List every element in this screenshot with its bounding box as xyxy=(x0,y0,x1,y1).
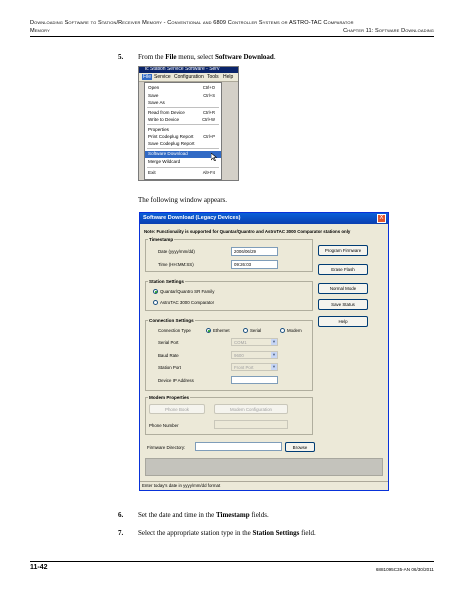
menu-separator xyxy=(147,167,219,168)
menu-service[interactable]: Service xyxy=(154,74,171,80)
menu-tools[interactable]: Tools xyxy=(207,74,219,80)
menu-item-properties[interactable]: Properties xyxy=(148,127,169,132)
radio-quantar[interactable] xyxy=(153,289,158,294)
page-number: 11-42 xyxy=(30,564,48,571)
menu-item-exit[interactable]: Exit Alt+F4 xyxy=(148,170,215,175)
firmware-directory-label: Firmware Directory: xyxy=(147,445,186,450)
mouse-pointer-icon xyxy=(211,153,217,161)
menu-separator xyxy=(147,148,219,149)
menu-item-merge-wildcard[interactable]: Merge Wildcard xyxy=(148,159,181,164)
software-download-dialog xyxy=(139,212,389,491)
time-label: Time (HH:MM:SS) xyxy=(158,262,194,267)
menu-separator xyxy=(147,124,219,125)
serial-port-select[interactable]: COM1 ▼ xyxy=(231,338,278,346)
save-status-button[interactable]: Save Status xyxy=(318,299,368,310)
menu-item-write-to-device[interactable]: Write to Device Ctrl+W xyxy=(148,117,215,122)
ethernet-label: Ethernet xyxy=(213,328,230,333)
header-rule xyxy=(30,36,434,37)
window-appears-text: The following window appears. xyxy=(138,196,228,204)
baud-rate-select[interactable]: 9600 ▼ xyxy=(231,351,278,359)
menu-item-save-codeplug-report[interactable]: Save Codeplug Report xyxy=(148,141,195,146)
step-6-number: 6. xyxy=(118,511,124,519)
menu-item-save-as[interactable]: Save As xyxy=(148,100,165,105)
connection-settings-legend: Connection Settings xyxy=(149,318,194,323)
menu-separator xyxy=(147,107,219,108)
step-7-number: 7. xyxy=(118,529,124,537)
step-5-number: 5. xyxy=(118,53,124,61)
menu-configuration[interactable]: Configuration xyxy=(174,74,204,80)
dialog-title: Software Download (Legacy Devices) xyxy=(143,215,241,221)
phone-number-input[interactable] xyxy=(214,420,288,429)
date-label: Date (yyyy/mm/dd) xyxy=(158,249,195,254)
help-button[interactable]: Help xyxy=(318,316,368,327)
radio-astrotac[interactable] xyxy=(153,300,158,305)
quantar-label: Quantar/Quantro SR Family xyxy=(160,289,215,294)
step-7-text: Select the appropriate station type in the Station Settings field. xyxy=(138,529,316,537)
menu-item-print-codeplug-report[interactable]: Print Codeplug Report Ctrl+P xyxy=(148,134,215,139)
timestamp-legend: Timestamp xyxy=(149,237,174,242)
modem-configuration-button[interactable]: Modem Configuration xyxy=(214,404,288,414)
normal-mode-button[interactable]: Normal Mode xyxy=(318,283,368,294)
menu-window-title: ic Station Service Software - Serv xyxy=(139,67,238,73)
device-ip-label: Device IP Address xyxy=(158,378,194,383)
footer-rule xyxy=(30,561,434,562)
radio-serial[interactable] xyxy=(243,328,248,333)
date-input[interactable]: 2006/06/29 xyxy=(231,247,278,256)
menu-bar xyxy=(139,73,238,82)
running-header: Downloading Software to Station/Receiver Memory - Conventional and 6809 Controller Systems or ASTRO-TAC Comparator xyxy=(30,20,354,26)
menu-help[interactable]: Help xyxy=(223,74,234,80)
chevron-down-icon: ▼ xyxy=(272,364,276,369)
menu-item-open[interactable]: Open Ctrl+O xyxy=(148,85,215,90)
phone-book-button[interactable]: Phone Book xyxy=(149,404,205,414)
document-id: 6881095C35-AN 06/30/2011 xyxy=(375,567,434,572)
progress-area xyxy=(145,458,383,476)
dialog-title-bar xyxy=(140,213,388,224)
file-menu-screenshot xyxy=(138,66,239,181)
modem-properties-legend: Modem Properties xyxy=(149,395,190,400)
device-ip-input[interactable] xyxy=(231,376,278,384)
connection-type-label: Connection Type xyxy=(158,328,191,333)
close-icon[interactable]: X xyxy=(377,214,386,223)
radio-ethernet[interactable] xyxy=(206,328,211,333)
step-5-text: From the File menu, select Software Download. xyxy=(138,53,276,61)
file-menu-dropdown xyxy=(144,82,222,180)
running-header-right: Chapter 11: Software Downloading xyxy=(343,28,434,34)
program-firmware-button[interactable]: Program Firmware xyxy=(318,245,368,256)
dialog-note: Note: Functionality is supported for Quantar/Quantro and AstroTAC 3000 Comparator stations only xyxy=(144,229,351,234)
radio-modem[interactable] xyxy=(280,328,285,333)
status-bar xyxy=(140,481,388,490)
erase-flash-button[interactable]: Erase Flash xyxy=(318,264,368,275)
station-settings-group xyxy=(145,281,313,311)
running-header-left: Memory xyxy=(30,28,50,34)
serial-label: Serial xyxy=(250,328,262,333)
timestamp-group xyxy=(145,239,313,272)
modem-label: Modem xyxy=(287,328,302,333)
baud-rate-label: Baud Rate xyxy=(158,353,179,358)
menu-item-read-from-device[interactable]: Read from Device Ctrl+R xyxy=(148,110,215,115)
menu-item-software-download[interactable]: Software Download xyxy=(145,151,221,158)
firmware-directory-input[interactable] xyxy=(195,442,282,451)
chevron-down-icon: ▼ xyxy=(272,339,276,344)
modem-properties-group xyxy=(145,397,313,435)
station-settings-legend: Station Settings xyxy=(149,279,184,284)
station-port-select[interactable]: Front Port ▼ xyxy=(231,363,278,371)
station-port-label: Station Port xyxy=(158,365,181,370)
menu-item-save[interactable]: Save Ctrl+S xyxy=(148,93,215,98)
serial-port-label: Serial Port xyxy=(158,340,179,345)
step-6-text: Set the date and time in the Timestamp fields. xyxy=(138,511,269,519)
status-text: Enter today's date in yyyy/mm/dd format xyxy=(142,483,221,488)
browse-button[interactable]: Browse xyxy=(285,442,315,452)
astrotac-label: AstroTAC 3000 Comparator xyxy=(160,300,215,305)
time-input[interactable]: 09:26:03 xyxy=(231,260,278,269)
phone-number-label: Phone Number xyxy=(149,423,179,428)
chevron-down-icon: ▼ xyxy=(272,352,276,357)
menu-file[interactable]: File xyxy=(143,74,152,80)
